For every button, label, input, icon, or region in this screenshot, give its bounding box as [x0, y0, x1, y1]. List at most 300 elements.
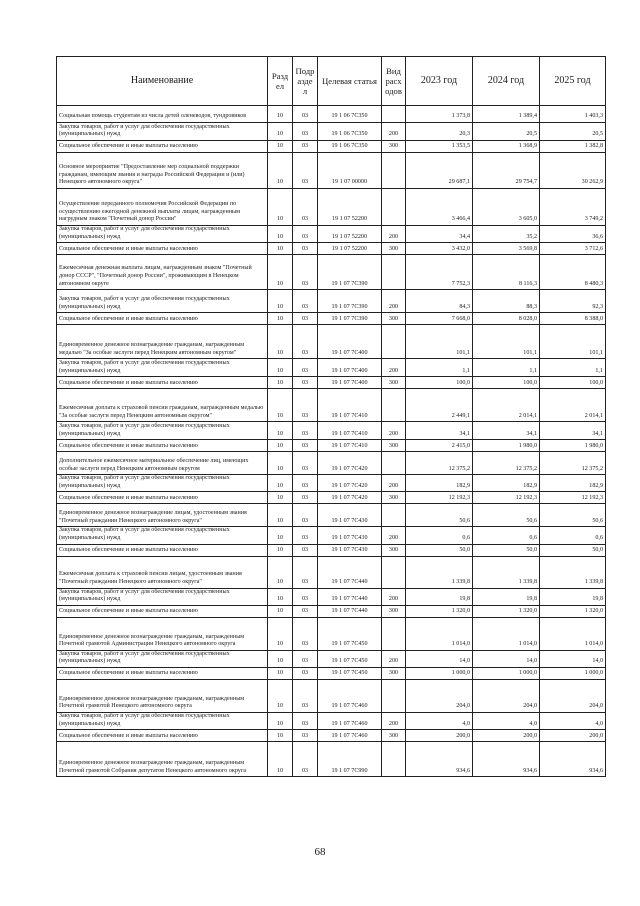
header-vid: Вид расх одов [382, 57, 406, 106]
table-row [57, 106, 606, 123]
cell-podrazdel: 03 [293, 452, 318, 475]
cell-2025: 3 712,6 [540, 243, 606, 255]
cell-2025: 2 014,1 [540, 389, 606, 422]
cell-2023: 29 687,1 [406, 153, 473, 189]
cell-razdel: 10 [268, 359, 293, 377]
table-row [57, 650, 606, 667]
cell-article: 19 1 07 7С430 [318, 544, 382, 556]
cell-article: 19 1 07 7С400 [318, 325, 382, 359]
cell-razdel: 10 [268, 527, 293, 544]
cell-2025: 4,0 [540, 712, 606, 729]
cell-podrazdel: 03 [293, 667, 318, 679]
cell-2023: 12 375,2 [406, 452, 473, 475]
cell-podrazdel: 03 [293, 359, 318, 377]
cell-podrazdel: 03 [293, 492, 318, 504]
table-row [57, 440, 606, 452]
cell-2023: 7 668,0 [406, 313, 473, 325]
table-row [57, 544, 606, 556]
cell-2023: 204,0 [406, 679, 473, 712]
cell-article: 19 1 07 7С460 [318, 712, 382, 729]
cell-article: 19 1 06 7С350 [318, 106, 382, 123]
cell-podrazdel: 03 [293, 504, 318, 527]
cell-article: 19 1 06 7С350 [318, 123, 382, 141]
cell-razdel: 10 [268, 422, 293, 440]
cell-vid [382, 556, 406, 588]
cell-2024: 1 320,0 [473, 605, 540, 617]
cell-article: 19 1 07 7С400 [318, 377, 382, 389]
cell-2023: 34,4 [406, 226, 473, 243]
cell-2025: 14,0 [540, 650, 606, 667]
cell-podrazdel: 03 [293, 325, 318, 359]
cell-vid: 200 [382, 123, 406, 141]
cell-name: Закупка товаров, работ и услуг для обеспечения государственных (муниципальных) нужд [57, 475, 268, 492]
table-row [57, 588, 606, 605]
cell-2023: 101,1 [406, 325, 473, 359]
cell-2025: 8 480,3 [540, 255, 606, 290]
cell-podrazdel: 03 [293, 106, 318, 123]
cell-2025: 200,0 [540, 730, 606, 742]
cell-name: Социальное обеспечение и иные выплаты населению [57, 605, 268, 617]
cell-2024: 204,0 [473, 679, 540, 712]
cell-vid: 200 [382, 290, 406, 313]
cell-article: 19 1 07 7С450 [318, 650, 382, 667]
cell-2024: 3 569,8 [473, 243, 540, 255]
table-row [57, 730, 606, 742]
cell-razdel: 10 [268, 556, 293, 588]
cell-vid [382, 389, 406, 422]
cell-name: Социальное обеспечение и иные выплаты населению [57, 492, 268, 504]
cell-2024: 35,2 [473, 226, 540, 243]
cell-podrazdel: 03 [293, 605, 318, 617]
cell-2024: 1 000,0 [473, 667, 540, 679]
header-article: Целевая статья [318, 57, 382, 106]
cell-podrazdel: 03 [293, 475, 318, 492]
cell-name: Закупка товаров, работ и услуг для обеспечения государственных (муниципальных) нужд [57, 359, 268, 377]
cell-podrazdel: 03 [293, 255, 318, 290]
cell-vid [382, 504, 406, 527]
cell-2025: 1 382,8 [540, 141, 606, 153]
cell-2025: 50,6 [540, 504, 606, 527]
cell-name: Закупка товаров, работ и услуг для обеспечения государственных (муниципальных) нужд [57, 123, 268, 141]
cell-article: 19 1 07 7С420 [318, 475, 382, 492]
cell-2023: 7 752,3 [406, 255, 473, 290]
cell-2023: 2 415,0 [406, 440, 473, 452]
cell-2023: 200,0 [406, 730, 473, 742]
table-row [57, 504, 606, 527]
cell-2024: 0,6 [473, 527, 540, 544]
cell-razdel: 10 [268, 544, 293, 556]
cell-article: 19 1 07 7С410 [318, 422, 382, 440]
cell-razdel: 10 [268, 730, 293, 742]
cell-article: 19 1 07 7С450 [318, 617, 382, 650]
cell-2023: 1 014,0 [406, 617, 473, 650]
cell-2023: 20,3 [406, 123, 473, 141]
cell-2025: 12 375,2 [540, 452, 606, 475]
cell-2025: 1,1 [540, 359, 606, 377]
cell-name: Социальное обеспечение и иные выплаты населению [57, 544, 268, 556]
cell-2023: 12 192,3 [406, 492, 473, 504]
cell-name: Основное мероприятие "Предоставление мер социальной поддержки гражданам, имеющим звания и награды Российской Федерации и (или) Ненецкого автономного округа" [57, 153, 268, 189]
cell-vid: 300 [382, 377, 406, 389]
cell-article: 19 1 07 7С390 [318, 290, 382, 313]
cell-2024: 1 339,8 [473, 556, 540, 588]
cell-article: 19 1 07 7С440 [318, 588, 382, 605]
header-razdel: Разд ел [268, 57, 293, 106]
cell-article: 19 1 07 7С430 [318, 527, 382, 544]
cell-podrazdel: 03 [293, 226, 318, 243]
cell-2025: 92,3 [540, 290, 606, 313]
cell-razdel: 10 [268, 712, 293, 729]
cell-2025: 19,8 [540, 588, 606, 605]
cell-razdel: 10 [268, 492, 293, 504]
cell-2024: 1 389,4 [473, 106, 540, 123]
cell-podrazdel: 03 [293, 617, 318, 650]
cell-name: Единовременное денежное вознаграждение гражданам, награжденным Почетной грамотой Ненецкого автономного округа [57, 679, 268, 712]
cell-2023: 1 000,0 [406, 667, 473, 679]
cell-2025: 204,0 [540, 679, 606, 712]
cell-2024: 20,5 [473, 123, 540, 141]
cell-article: 19 1 07 52200 [318, 243, 382, 255]
cell-2024: 3 605,0 [473, 189, 540, 226]
cell-podrazdel: 03 [293, 730, 318, 742]
cell-2023: 34,1 [406, 422, 473, 440]
table-row [57, 141, 606, 153]
table-row [57, 475, 606, 492]
table-row [57, 712, 606, 729]
cell-article: 19 1 06 7С350 [318, 141, 382, 153]
table-row [57, 313, 606, 325]
cell-name: Закупка товаров, работ и услуг для обеспечения государственных (муниципальных) нужд [57, 290, 268, 313]
cell-2024: 1 014,0 [473, 617, 540, 650]
cell-razdel: 10 [268, 742, 293, 777]
table-row [57, 492, 606, 504]
cell-razdel: 10 [268, 106, 293, 123]
budget-table [56, 56, 606, 777]
cell-2025: 1 339,8 [540, 556, 606, 588]
table-row [57, 325, 606, 359]
cell-article: 19 1 07 7С450 [318, 667, 382, 679]
cell-2024: 4,0 [473, 712, 540, 729]
table-row [57, 153, 606, 189]
cell-name: Социальное обеспечение и иные выплаты населению [57, 377, 268, 389]
cell-article: 19 1 07 7С390 [318, 255, 382, 290]
cell-2025: 36,6 [540, 226, 606, 243]
cell-2023: 50,6 [406, 504, 473, 527]
cell-podrazdel: 03 [293, 189, 318, 226]
cell-razdel: 10 [268, 226, 293, 243]
cell-name: Ежемесячная доплата к страховой пенсии гражданам, награжденным медалью "За особые заслуги перед Ненецким автономным округом" [57, 389, 268, 422]
cell-2025: 50,0 [540, 544, 606, 556]
cell-razdel: 10 [268, 475, 293, 492]
cell-razdel: 10 [268, 605, 293, 617]
cell-name: Единовременное денежное вознаграждение лицам, удостоенным звания "Почетный гражданин Ненецкого автономного округа" [57, 504, 268, 527]
cell-2024: 50,6 [473, 504, 540, 527]
cell-vid: 300 [382, 313, 406, 325]
cell-podrazdel: 03 [293, 153, 318, 189]
cell-2025: 12 192,3 [540, 492, 606, 504]
page-number: 68 [314, 846, 326, 858]
cell-name: Закупка товаров, работ и услуг для обеспечения государственных (муниципальных) нужд [57, 527, 268, 544]
cell-2024: 101,1 [473, 325, 540, 359]
cell-2023: 19,8 [406, 588, 473, 605]
cell-article: 19 1 07 7С390 [318, 313, 382, 325]
cell-2025: 100,0 [540, 377, 606, 389]
cell-vid [382, 255, 406, 290]
cell-razdel: 10 [268, 313, 293, 325]
cell-podrazdel: 03 [293, 650, 318, 667]
cell-razdel: 10 [268, 243, 293, 255]
cell-name: Закупка товаров, работ и услуг для обеспечения государственных (муниципальных) нужд [57, 588, 268, 605]
cell-name: Социальное обеспечение и иные выплаты населению [57, 141, 268, 153]
cell-article: 19 1 07 00000 [318, 153, 382, 189]
table-row [57, 742, 606, 777]
cell-2024: 29 754,7 [473, 153, 540, 189]
cell-vid [382, 617, 406, 650]
header-2025: 2025 год [540, 57, 606, 106]
cell-podrazdel: 03 [293, 389, 318, 422]
cell-2023: 182,9 [406, 475, 473, 492]
cell-2025: 8 388,0 [540, 313, 606, 325]
cell-2023: 3 466,4 [406, 189, 473, 226]
cell-podrazdel: 03 [293, 544, 318, 556]
cell-vid: 200 [382, 359, 406, 377]
cell-podrazdel: 03 [293, 377, 318, 389]
cell-vid: 200 [382, 527, 406, 544]
table-row [57, 255, 606, 290]
cell-article: 19 1 07 7С430 [318, 504, 382, 527]
cell-2023: 84,3 [406, 290, 473, 313]
cell-razdel: 10 [268, 452, 293, 475]
cell-2024: 934,6 [473, 742, 540, 777]
cell-2023: 1 320,0 [406, 605, 473, 617]
cell-name: Социальное обеспечение и иные выплаты населению [57, 730, 268, 742]
table-row [57, 290, 606, 313]
cell-razdel: 10 [268, 504, 293, 527]
cell-name: Ежемесячная доплата к страховой пенсии лицам, удостоенным звания "Почетный гражданин Ненецкого автономного округа" [57, 556, 268, 588]
cell-name: Социальное обеспечение и иные выплаты населению [57, 440, 268, 452]
cell-2025: 30 262,9 [540, 153, 606, 189]
cell-article: 19 1 07 7С460 [318, 730, 382, 742]
cell-article: 19 1 07 7С420 [318, 492, 382, 504]
cell-razdel: 10 [268, 650, 293, 667]
cell-2024: 34,1 [473, 422, 540, 440]
cell-razdel: 10 [268, 290, 293, 313]
cell-2024: 200,0 [473, 730, 540, 742]
cell-2024: 50,0 [473, 544, 540, 556]
table-row [57, 679, 606, 712]
cell-vid: 300 [382, 243, 406, 255]
table-row [57, 389, 606, 422]
cell-article: 19 1 07 7С460 [318, 679, 382, 712]
cell-razdel: 10 [268, 153, 293, 189]
table-row [57, 527, 606, 544]
cell-2023: 1,1 [406, 359, 473, 377]
cell-vid [382, 189, 406, 226]
cell-2024: 1,1 [473, 359, 540, 377]
cell-2024: 1 980,0 [473, 440, 540, 452]
cell-name: Единовременное денежное вознаграждение гражданам, награжденным Почетной грамотой Администрации Ненецкого автономного округа [57, 617, 268, 650]
cell-podrazdel: 03 [293, 588, 318, 605]
cell-razdel: 10 [268, 440, 293, 452]
cell-name: Социальное обеспечение и иные выплаты населению [57, 243, 268, 255]
cell-name: Единовременное денежное вознаграждение гражданам, награжденным медалью "За особые заслуги перед Ненецким автономным округом" [57, 325, 268, 359]
cell-2025: 182,9 [540, 475, 606, 492]
cell-2025: 1 000,0 [540, 667, 606, 679]
cell-2025: 934,6 [540, 742, 606, 777]
cell-vid: 200 [382, 588, 406, 605]
cell-2025: 1 014,0 [540, 617, 606, 650]
cell-2023: 1 373,8 [406, 106, 473, 123]
cell-article: 19 1 07 7С400 [318, 359, 382, 377]
header-podrazdel: Подр азде л [293, 57, 318, 106]
cell-vid: 200 [382, 650, 406, 667]
cell-2025: 0,6 [540, 527, 606, 544]
cell-2023: 100,0 [406, 377, 473, 389]
table-row [57, 243, 606, 255]
table-row [57, 452, 606, 475]
cell-vid [382, 452, 406, 475]
table-row [57, 123, 606, 141]
cell-podrazdel: 03 [293, 243, 318, 255]
cell-2024: 88,3 [473, 290, 540, 313]
cell-razdel: 10 [268, 679, 293, 712]
header-name: Наименование [57, 57, 268, 106]
table-body [57, 106, 606, 777]
cell-podrazdel: 03 [293, 679, 318, 712]
cell-2023: 2 449,1 [406, 389, 473, 422]
cell-vid: 300 [382, 492, 406, 504]
cell-podrazdel: 03 [293, 290, 318, 313]
header-2023: 2023 год [406, 57, 473, 106]
table-row [57, 189, 606, 226]
cell-2024: 8 028,0 [473, 313, 540, 325]
cell-podrazdel: 03 [293, 141, 318, 153]
table-row [57, 667, 606, 679]
cell-2024: 19,8 [473, 588, 540, 605]
cell-razdel: 10 [268, 667, 293, 679]
cell-vid: 300 [382, 440, 406, 452]
cell-razdel: 10 [268, 189, 293, 226]
cell-vid: 200 [382, 712, 406, 729]
cell-vid: 200 [382, 226, 406, 243]
cell-vid: 200 [382, 475, 406, 492]
cell-2023: 4,0 [406, 712, 473, 729]
cell-2023: 3 432,0 [406, 243, 473, 255]
cell-2024: 12 192,3 [473, 492, 540, 504]
cell-article: 19 1 07 7С440 [318, 556, 382, 588]
table-row [57, 617, 606, 650]
cell-razdel: 10 [268, 123, 293, 141]
cell-podrazdel: 03 [293, 712, 318, 729]
cell-2024: 1 368,9 [473, 141, 540, 153]
cell-article: 19 1 07 7С410 [318, 389, 382, 422]
cell-article: 19 1 07 7С410 [318, 440, 382, 452]
cell-podrazdel: 03 [293, 422, 318, 440]
cell-article: 19 1 07 52200 [318, 226, 382, 243]
cell-vid [382, 153, 406, 189]
cell-podrazdel: 03 [293, 123, 318, 141]
cell-vid [382, 679, 406, 712]
cell-vid: 300 [382, 730, 406, 742]
cell-name: Единовременное денежное вознаграждение гражданам, награжденным Почетной грамотой Собрания депутатов Ненецкого автономного округа [57, 742, 268, 777]
cell-2024: 182,9 [473, 475, 540, 492]
cell-2023: 0,6 [406, 527, 473, 544]
cell-name: Ежемесячная денежная выплата лицам, награжденным знаком "Почетный донор СССР", "Почетный донор России", проживающим в Ненецком автономном округе [57, 255, 268, 290]
table-row [57, 556, 606, 588]
cell-2025: 101,1 [540, 325, 606, 359]
cell-2024: 14,0 [473, 650, 540, 667]
cell-2025: 34,1 [540, 422, 606, 440]
cell-razdel: 10 [268, 617, 293, 650]
cell-name: Социальное обеспечение и иные выплаты населению [57, 667, 268, 679]
cell-vid: 300 [382, 605, 406, 617]
cell-2023: 1 339,8 [406, 556, 473, 588]
cell-article: 19 1 07 7С990 [318, 742, 382, 777]
cell-razdel: 10 [268, 389, 293, 422]
cell-name: Социальная помощь студентам из числа детей оленеводов, тундровиков [57, 106, 268, 123]
cell-2024: 100,0 [473, 377, 540, 389]
cell-vid: 300 [382, 141, 406, 153]
cell-vid: 300 [382, 667, 406, 679]
table-row [57, 605, 606, 617]
cell-name: Осуществление переданного полномочия Российской Федерации по осуществлению ежегодной денежной выплаты лицам, награжденным нагрудным знаком "Почетный донор России" [57, 189, 268, 226]
table-row [57, 226, 606, 243]
cell-razdel: 10 [268, 255, 293, 290]
cell-razdel: 10 [268, 588, 293, 605]
cell-2025: 1 320,0 [540, 605, 606, 617]
cell-vid: 200 [382, 422, 406, 440]
cell-2023: 14,0 [406, 650, 473, 667]
cell-article: 19 1 07 52200 [318, 189, 382, 226]
cell-2025: 1 403,3 [540, 106, 606, 123]
table-header-row [57, 57, 606, 106]
cell-name: Социальное обеспечение и иные выплаты населению [57, 313, 268, 325]
cell-2025: 3 749,2 [540, 189, 606, 226]
cell-2024: 2 014,1 [473, 389, 540, 422]
cell-razdel: 10 [268, 377, 293, 389]
cell-vid [382, 325, 406, 359]
table-row [57, 377, 606, 389]
cell-podrazdel: 03 [293, 440, 318, 452]
header-2024: 2024 год [473, 57, 540, 106]
cell-vid [382, 106, 406, 123]
cell-podrazdel: 03 [293, 313, 318, 325]
cell-name: Закупка товаров, работ и услуг для обеспечения государственных (муниципальных) нужд [57, 226, 268, 243]
cell-podrazdel: 03 [293, 527, 318, 544]
cell-name: Закупка товаров, работ и услуг для обеспечения государственных (муниципальных) нужд [57, 712, 268, 729]
cell-podrazdel: 03 [293, 556, 318, 588]
cell-2025: 1 980,0 [540, 440, 606, 452]
cell-vid [382, 742, 406, 777]
cell-name: Дополнительное ежемесячное материальное обеспечение лиц, имеющих особые заслуги перед Ненецким автономным округом [57, 452, 268, 475]
table-row [57, 422, 606, 440]
cell-article: 19 1 07 7С420 [318, 452, 382, 475]
cell-razdel: 10 [268, 325, 293, 359]
cell-2023: 934,6 [406, 742, 473, 777]
cell-vid: 300 [382, 544, 406, 556]
cell-podrazdel: 03 [293, 742, 318, 777]
cell-article: 19 1 07 7С440 [318, 605, 382, 617]
cell-2023: 50,0 [406, 544, 473, 556]
cell-razdel: 10 [268, 141, 293, 153]
cell-2024: 8 116,3 [473, 255, 540, 290]
cell-2024: 12 375,2 [473, 452, 540, 475]
cell-name: Закупка товаров, работ и услуг для обеспечения государственных (муниципальных) нужд [57, 650, 268, 667]
cell-2023: 1 353,5 [406, 141, 473, 153]
cell-name: Закупка товаров, работ и услуг для обеспечения государственных (муниципальных) нужд [57, 422, 268, 440]
cell-2025: 20,5 [540, 123, 606, 141]
table-row [57, 359, 606, 377]
